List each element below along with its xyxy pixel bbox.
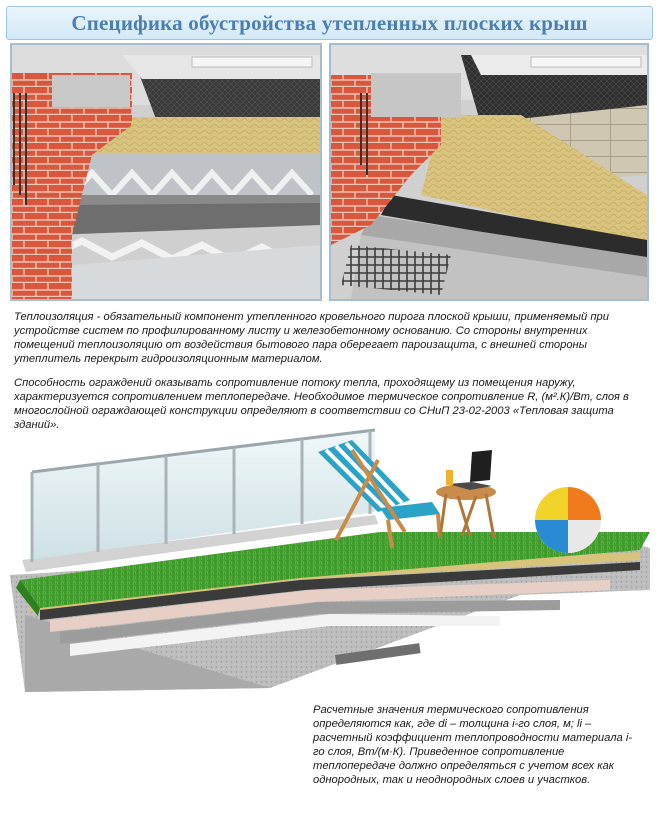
concrete-base-roof-image bbox=[329, 43, 649, 301]
insulation-paragraph: Теплоизоляция - обязательный компонент утепленного кровельного пирога плоской крыши, применяемый при устройстве систем по профилированному листу и железобетонному основанию. Со стороны внутренних помещений теплоизоляцию от воздействия бытового пара оберегает пароизащита, с внешней стороны утеплитель перекрыт гидроизоляционным материалом. bbox=[14, 311, 609, 365]
green-roof-illustration bbox=[0, 420, 659, 700]
profiled-sheet-roof-drawing bbox=[12, 45, 320, 299]
green-roof-drawing bbox=[0, 420, 659, 700]
profiled-sheet-roof-image bbox=[10, 43, 322, 301]
calculation-paragraph: Расчетные значения термического сопротивления определяются как, где di – толщина i-го слоя, м; li – расчетный коэффициент теплопроводности материала i-го слоя, Вт/(м·К). Приведенное сопротивление теплопередаче должно определяться с учетом всех как однородных, так и неоднородных слоев и участков. bbox=[313, 704, 633, 786]
concrete-base-roof-drawing bbox=[331, 45, 647, 299]
page-title: Специфика обустройства утепленных плоских крыш bbox=[71, 10, 588, 35]
title-banner bbox=[6, 6, 653, 40]
heat-resistance-paragraph: Способность ограждений оказывать сопротивление потоку тепла, проходящему из помещения наружу, характеризуется сопротивлением теплопередаче. Необходимое термическое сопротивление R, (м².К)/Вт, слоя в многослойной ограждающей конструкции определяют в соответствии со СНиП 23-02-2003 «Тепловая защита зданий». bbox=[14, 377, 629, 431]
